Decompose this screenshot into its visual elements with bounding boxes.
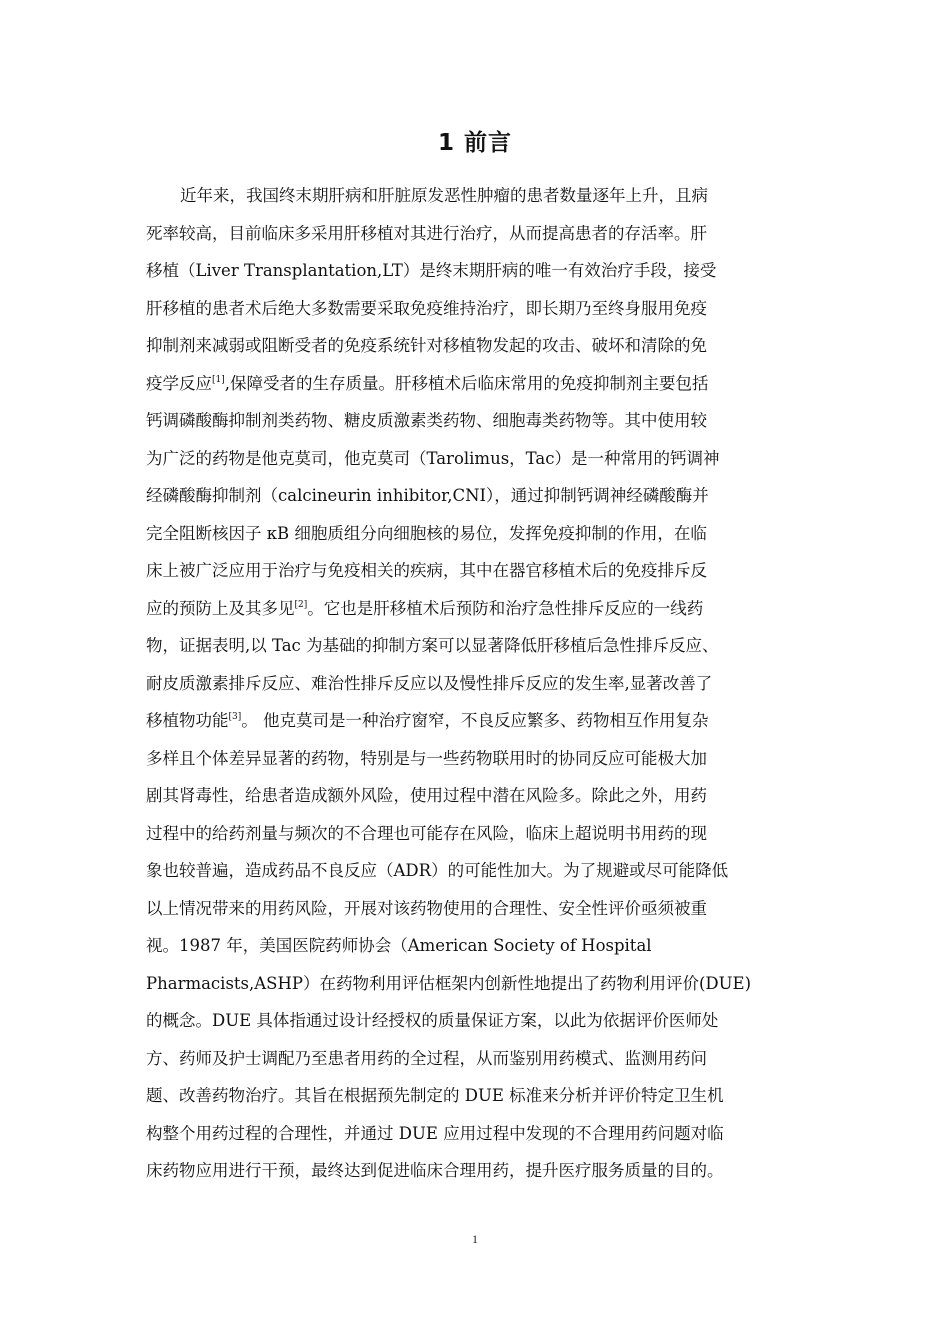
section-number: 1: [437, 130, 455, 156]
text-line: 肝移植的患者术后绝大多数需要采取免疫维持治疗，即长期乃至终身服用免疫: [146, 298, 707, 318]
text-line: Pharmacists,ASHP）在药物利用评估框架内创新性地提出了药物利用评价(DUE): [146, 973, 752, 993]
text-line: 床药物应用进行干预，最终达到促进临床合理用药，提升医疗服务质量的目的。: [146, 1161, 724, 1180]
text-line: 过程中的给药剂量与频次的不合理也可能存在风险，临床上超说明书用药的现: [146, 823, 707, 843]
text-line: 构整个用药过程的合理性，并通过 DUE 应用过程中发现的不合理用药问题对临: [146, 1123, 724, 1143]
text-line: 剧其肾毒性，给患者造成额外风险，使用过程中潜在风险多。除此之外，用药: [146, 786, 707, 805]
citation-ref: [3]: [228, 712, 242, 722]
text-line: 耐皮质激素排斥反应、难治性排斥反应以及慢性排斥反应的发生率,显著改善了: [146, 673, 713, 693]
text-line: 方、药师及护士调配乃至患者用药的全过程，从而鉴别用药模式、监测用药问: [146, 1048, 707, 1068]
text-line: 的概念。DUE 具体指通过设计经授权的质量保证方案，以此为依据评价医师处: [146, 1011, 719, 1030]
text-line: 题、改善药物治疗。其旨在根据预先制定的 DUE 标准来分析并评价特定卫生机: [146, 1086, 724, 1105]
text-line: 物，证据表明,以 Tac 为基础的抑制方案可以显著降低肝移植后急性排斥反应、: [146, 636, 719, 655]
section-title: 前言: [464, 130, 513, 156]
section-heading: [0, 124, 950, 157]
page-number: 1: [472, 1232, 478, 1246]
citation-ref: [1]: [212, 374, 225, 385]
text-line: 视。1987 年，美国医院药师协会（American Society of Hospital: [146, 936, 652, 955]
text-line: 以上情况带来的用药风险，开展对该药物使用的合理性、安全性评价亟须被重: [146, 898, 707, 918]
text-line: 象也较普遍，造成药品不良反应（ADR）的可能性加大。为了规避或尽可能降低: [146, 861, 729, 880]
text-line: 抑制剂来减弱或阻断受者的免疫系统针对移植物发起的攻击、破坏和清除的免: [146, 336, 707, 355]
citation-ref: [2]: [294, 599, 308, 610]
text-line: 疫学反应[1],保障受者的生存质量。肝移植术后临床常用的免疫抑制剂主要包括: [146, 373, 709, 393]
text-line: 应的预防上及其多见[2]。它也是肝移植术后预防和治疗急性排斥反应的一线药: [146, 598, 704, 618]
text-line: 钙调磷酸酶抑制剂类药物、糖皮质激素类药物、细胞毒类药物等。其中使用较: [146, 411, 707, 430]
body-paragraph: [146, 177, 806, 1190]
text-line: 多样且个体差异显著的药物，特别是与一些药物联用时的协同反应可能极大加: [146, 748, 707, 768]
text-line: 经磷酸酶抑制剂（calcineurin inhibitor,CNI），通过抑制钙调神经磷酸酶并: [146, 486, 709, 505]
text-line: 完全阻断核因子 κB 细胞质组分向细胞核的易位，发挥免疫抑制的作用，在临: [146, 523, 707, 543]
text-line: 为广泛的药物是他克莫司，他克莫司（Tarolimus，Tac）是一种常用的钙调神: [146, 448, 720, 468]
text-line: 近年来，我国终末期肝病和肝脏原发恶性肿瘤的患者数量逐年上升，且病: [180, 186, 708, 205]
text-line: 床上被广泛应用于治疗与免疫相关的疾病，其中在器官移植术后的免疫排斥反: [146, 561, 707, 580]
text-line: 移植物功能[3]。 他克莫司是一种治疗窗窄，不良反应繁多、药物相互作用复杂: [146, 711, 709, 730]
text-line: 死率较高，目前临床多采用肝移植对其进行治疗，从而提高患者的存活率。肝: [146, 223, 707, 243]
text-line: 移植（Liver Transplantation,LT）是终末期肝病的唯一有效治疗手段，接受: [146, 261, 717, 280]
